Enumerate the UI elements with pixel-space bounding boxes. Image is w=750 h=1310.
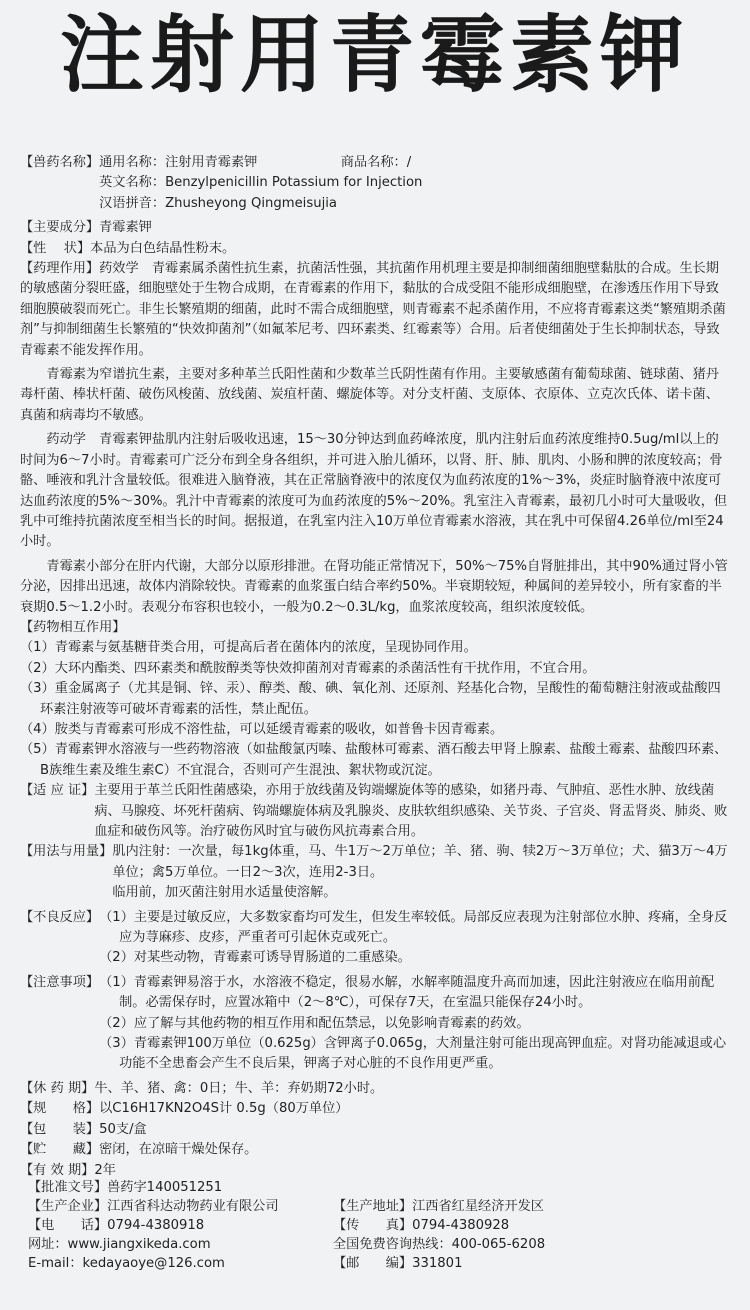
postcode-value: 331801 <box>412 1256 463 1271</box>
phone-value: 0794-4380918 <box>107 1218 205 1233</box>
adverse-label: 【不良反应】 <box>20 909 100 925</box>
interaction-item: （1）青霉素与氨基糖苷类合用，可提高后者在菌体内的浓度，呈现协同作用。 <box>20 640 477 656</box>
instruction-body <box>20 153 732 1181</box>
validity-label: 【有 效 期】 <box>20 1162 95 1178</box>
storage-label: 【贮 藏】 <box>20 1142 100 1158</box>
fax-label: 【传 真】 <box>333 1218 413 1233</box>
precaution-item: （2）应了解与其他药物的相互作用和配伍禁忌，以免影响青霉素的药效。 <box>99 1015 530 1031</box>
email-link[interactable]: E-mail：kedayaoye@126.com <box>28 1256 225 1271</box>
indication-section <box>20 781 732 842</box>
interaction-item: （2）大环内酯类、四环素类和酰胺醇类等快效抑菌剂对青霉素的杀菌活性有干扰作用，不宜合用。 <box>20 660 596 676</box>
precautions-section <box>20 973 732 1075</box>
phone-section <box>28 1216 338 1235</box>
english-name-value: Benzylpenicillin Potassium for Injection <box>165 175 423 191</box>
trade-name-value: / <box>406 155 412 170</box>
interaction-item: （4）胺类与青霉素可形成不溶性盐，可以延缓青霉素的吸收，如普鲁卡因青霉素。 <box>20 721 504 737</box>
ingredient-section <box>20 218 732 238</box>
precaution-item: （3）青霉素钾100万单位（0.625g）含钾离子0.065g，大剂量注射可能出现高钾血症。对肾功能减退或心功能不全患畜会产生不良后果，钾离子对心脏的不良作用更严重。 <box>99 1036 727 1072</box>
approval-section <box>28 1178 338 1197</box>
pinyin-label: 汉语拼音： <box>99 195 166 211</box>
validity-value: 2年 <box>94 1162 116 1178</box>
storage-section <box>20 1140 732 1160</box>
indication-value: 主要用于革兰氏阳性菌感染，亦用于放线菌及钩端螺旋体等的感染，如猪丹毒、气肿疽、恶性水肿、放线菌病、马腺疫、坏死杆菌病、钩端螺旋体病及乳腺炎、皮肤软组织感染、关节炎、子宫炎、肾盂肾炎、肺炎、败血症和破伤风等。治疗破伤风时宜与破伤风抗毒素合用。 <box>94 783 728 839</box>
interaction-item: （5）青霉素钾水溶液与一些药物溶液（如盐酸氯丙嗪、盐酸林可霉素、酒石酸去甲肾上腺素、盐酸土霉素、盐酸四环素、B族维生素及维生素C）不宜混合，否则可产生混浊、絮状物或沉淀。 <box>20 742 728 778</box>
adverse-item: （1）主要是过敏反应，大多数家畜均可发生，但发生率较低。局部反应表现为注射部位水肿、疼痛，全身反应为荨麻疹、皮疹，严重者可引起休克或死亡。 <box>99 909 728 946</box>
adverse-section <box>20 908 732 969</box>
spec-value: 以C16H17KN2O4S计 0.5g（80万单位） <box>99 1101 349 1117</box>
approval-value: 兽药字140051251 <box>107 1180 223 1195</box>
spec-label: 【规 格】 <box>20 1101 100 1117</box>
precaution-item: （1）青霉素钾易溶于水，水溶液不稳定，很易水解，水解率随温度升高而加速，因此注射液应在临用前配制。必需保存时，应置冰箱中（2～8℃），可保存7天，在室温只能保存24小时。 <box>99 974 715 1011</box>
pharmacodynamics-paragraph: 药效学 青霉素属杀菌性抗生素，抗菌活性强，其抗菌作用机理主要是抑制细菌细胞壁黏肽的合成。生长期的敏感菌分裂旺盛，细胞壁处于生物合成期，在青霉素的作用下，黏肽的合成受阻不能形成细胞壁，在渗透压作用下导致细胞膜破裂而死亡。非生长繁殖期的细菌，此时不需合成细胞壁，则青霉素不起杀菌作用，不应将青霉素这类“繁殖期杀菌剂”与抑制细菌生长繁殖的“快效抑菌剂”（如氟苯尼考、四环素类、红霉素等）合用。后者使细菌处于生长抑制状态，导致青霉素不能发挥作用。 <box>20 261 726 358</box>
pharmacology-label: 【药理作用】 <box>20 261 100 277</box>
pharmacology-section <box>20 259 732 361</box>
website-link[interactable]: 网址：www.jiangxikeda.com <box>28 1237 211 1252</box>
spectrum-paragraph: 青霉素为窄谱抗生素，主要对多种革兰氏阳性菌和少数革兰氏阴性菌有作用。主要敏感菌有葡萄球菌、链球菌、猪丹毒杆菌、棒状杆菌、破伤风梭菌、放线菌、炭疽杆菌、螺旋体等。对分支杆菌、支原体、衣原体、立克次氏体、诺卡菌、真菌和病毒均不敏感。 <box>20 367 719 423</box>
approval-label: 【批准文号】 <box>28 1180 108 1195</box>
interaction-label: 【药物相互作用】 <box>20 619 126 635</box>
drug-name-label: 【兽药名称】 <box>20 155 100 170</box>
address-label: 【生产地址】 <box>333 1199 413 1214</box>
appearance-label: 【性 状】 <box>20 240 91 256</box>
appearance-section <box>20 239 732 259</box>
spec-section <box>20 1099 732 1119</box>
dosage-label: 【用法与用量】 <box>20 844 113 860</box>
pinyin-value: Zhusheyong Qingmeisujia <box>165 195 337 211</box>
package-label: 【包 装】 <box>20 1121 100 1137</box>
dosage-value: 肌内注射：一次量，每1kg体重，马、牛1万～2万单位；羊、猪、驹、犊2万～3万单位；犬、猫3万～4万单位；禽5万单位。一日2～3次，连用2-3日。 <box>112 844 728 880</box>
package-section <box>20 1120 732 1140</box>
fax-value: 0794-4380928 <box>412 1218 510 1233</box>
hotline-text: 全国免费咨询热线：400-065-6208 <box>333 1237 546 1252</box>
phone-label: 【电 话】 <box>28 1218 108 1233</box>
withdrawal-value: 牛、羊、猪、禽：0日；牛、羊：弃奶期72小时。 <box>94 1080 384 1096</box>
ingredient-value: 青霉素钾 <box>99 220 152 236</box>
dosage-section <box>20 842 732 903</box>
postcode-section <box>333 1254 733 1273</box>
package-value: 50支/盒 <box>99 1121 147 1137</box>
withdrawal-section <box>20 1079 732 1099</box>
company-label: 【生产企业】 <box>28 1199 108 1214</box>
indication-label: 【适 应 证】 <box>20 783 95 799</box>
appearance-value: 本品为白色结晶性粉末。 <box>90 240 236 256</box>
product-title: 注射用青霉素钾 <box>59 6 690 104</box>
address-section <box>333 1197 733 1216</box>
address-value: 江西省红星经济开发区 <box>412 1199 544 1214</box>
fax-section <box>333 1216 733 1235</box>
common-name-value: 注射用青霉素钾 <box>165 155 258 170</box>
ingredient-label: 【主要成分】 <box>20 220 100 236</box>
trade-name-label: 商品名称： <box>340 155 407 170</box>
metabolism-paragraph: 青霉素小部分在肝内代谢，大部分以原形排泄。在肾功能正常情况下，50%～75%自肾脏排出，其中90%通过肾小管分泌，因排出迅速，故体内消除较快。青霉素的血浆蛋白结合率约50%。半衰期较短，种属间的差异较小，所有家畜的半衰期0.5～1.2小时。表观分布容积也较小，一般为0.2～0.3L/kg，血浆浓度较高，组织浓度较低。 <box>20 558 728 615</box>
dosage-note: 临用前，加灭菌注射用水适量使溶解。 <box>112 885 337 901</box>
precautions-label: 【注意事项】 <box>20 974 100 990</box>
company-section <box>28 1197 338 1216</box>
withdrawal-label: 【休 药 期】 <box>20 1080 95 1096</box>
storage-value: 密闭，在凉暗干燥处保存。 <box>99 1142 258 1158</box>
company-value: 江西省科达动物药业有限公司 <box>107 1199 279 1214</box>
common-name-label: 通用名称： <box>99 155 166 170</box>
adverse-item: （2）对某些动物，青霉素可诱导胃肠道的二重感染。 <box>99 950 411 966</box>
english-name-label: 英文名称： <box>99 175 166 191</box>
postcode-label: 【邮 编】 <box>333 1256 413 1271</box>
pharmacokinetics-paragraph: 药动学 青霉素钾盐肌内注射后吸收迅速，15～30分钟达到血药峰浓度，肌内注射后血药浓度维持0.5ug/ml以上的时间为6～7小时。青霉素可广泛分布到全身各组织，并可进入胎儿循环，以肾、肝、肺、肌肉、小肠和脾的浓度较高；骨骼、唾液和乳汁含量较低。很难进入脑脊液，其在正常脑脊液中的浓度仅为血药浓度的1%～3%，炎症时脑脊液中浓度可达血药浓度的5%～30%。乳汁中青霉素的浓度可为血药浓度的5%～20%。乳室注入青霉素，最初几小时可大量吸收，但乳中可维持抗菌浓度至相当长的时间。据报道，在乳室内注入10万单位青霉素水溶液，其在乳中可保留4.26单位/ml至24小时。 <box>20 432 728 550</box>
interaction-item: （3）重金属离子（尤其是铜、锌、汞）、醇类、酸、碘、氧化剂、还原剂、羟基化合物，呈酸性的葡萄糖注射液或盐酸四环素注射液等可破坏青霉素的活性，禁止配伍。 <box>20 681 721 717</box>
drug-name-section <box>20 153 732 173</box>
